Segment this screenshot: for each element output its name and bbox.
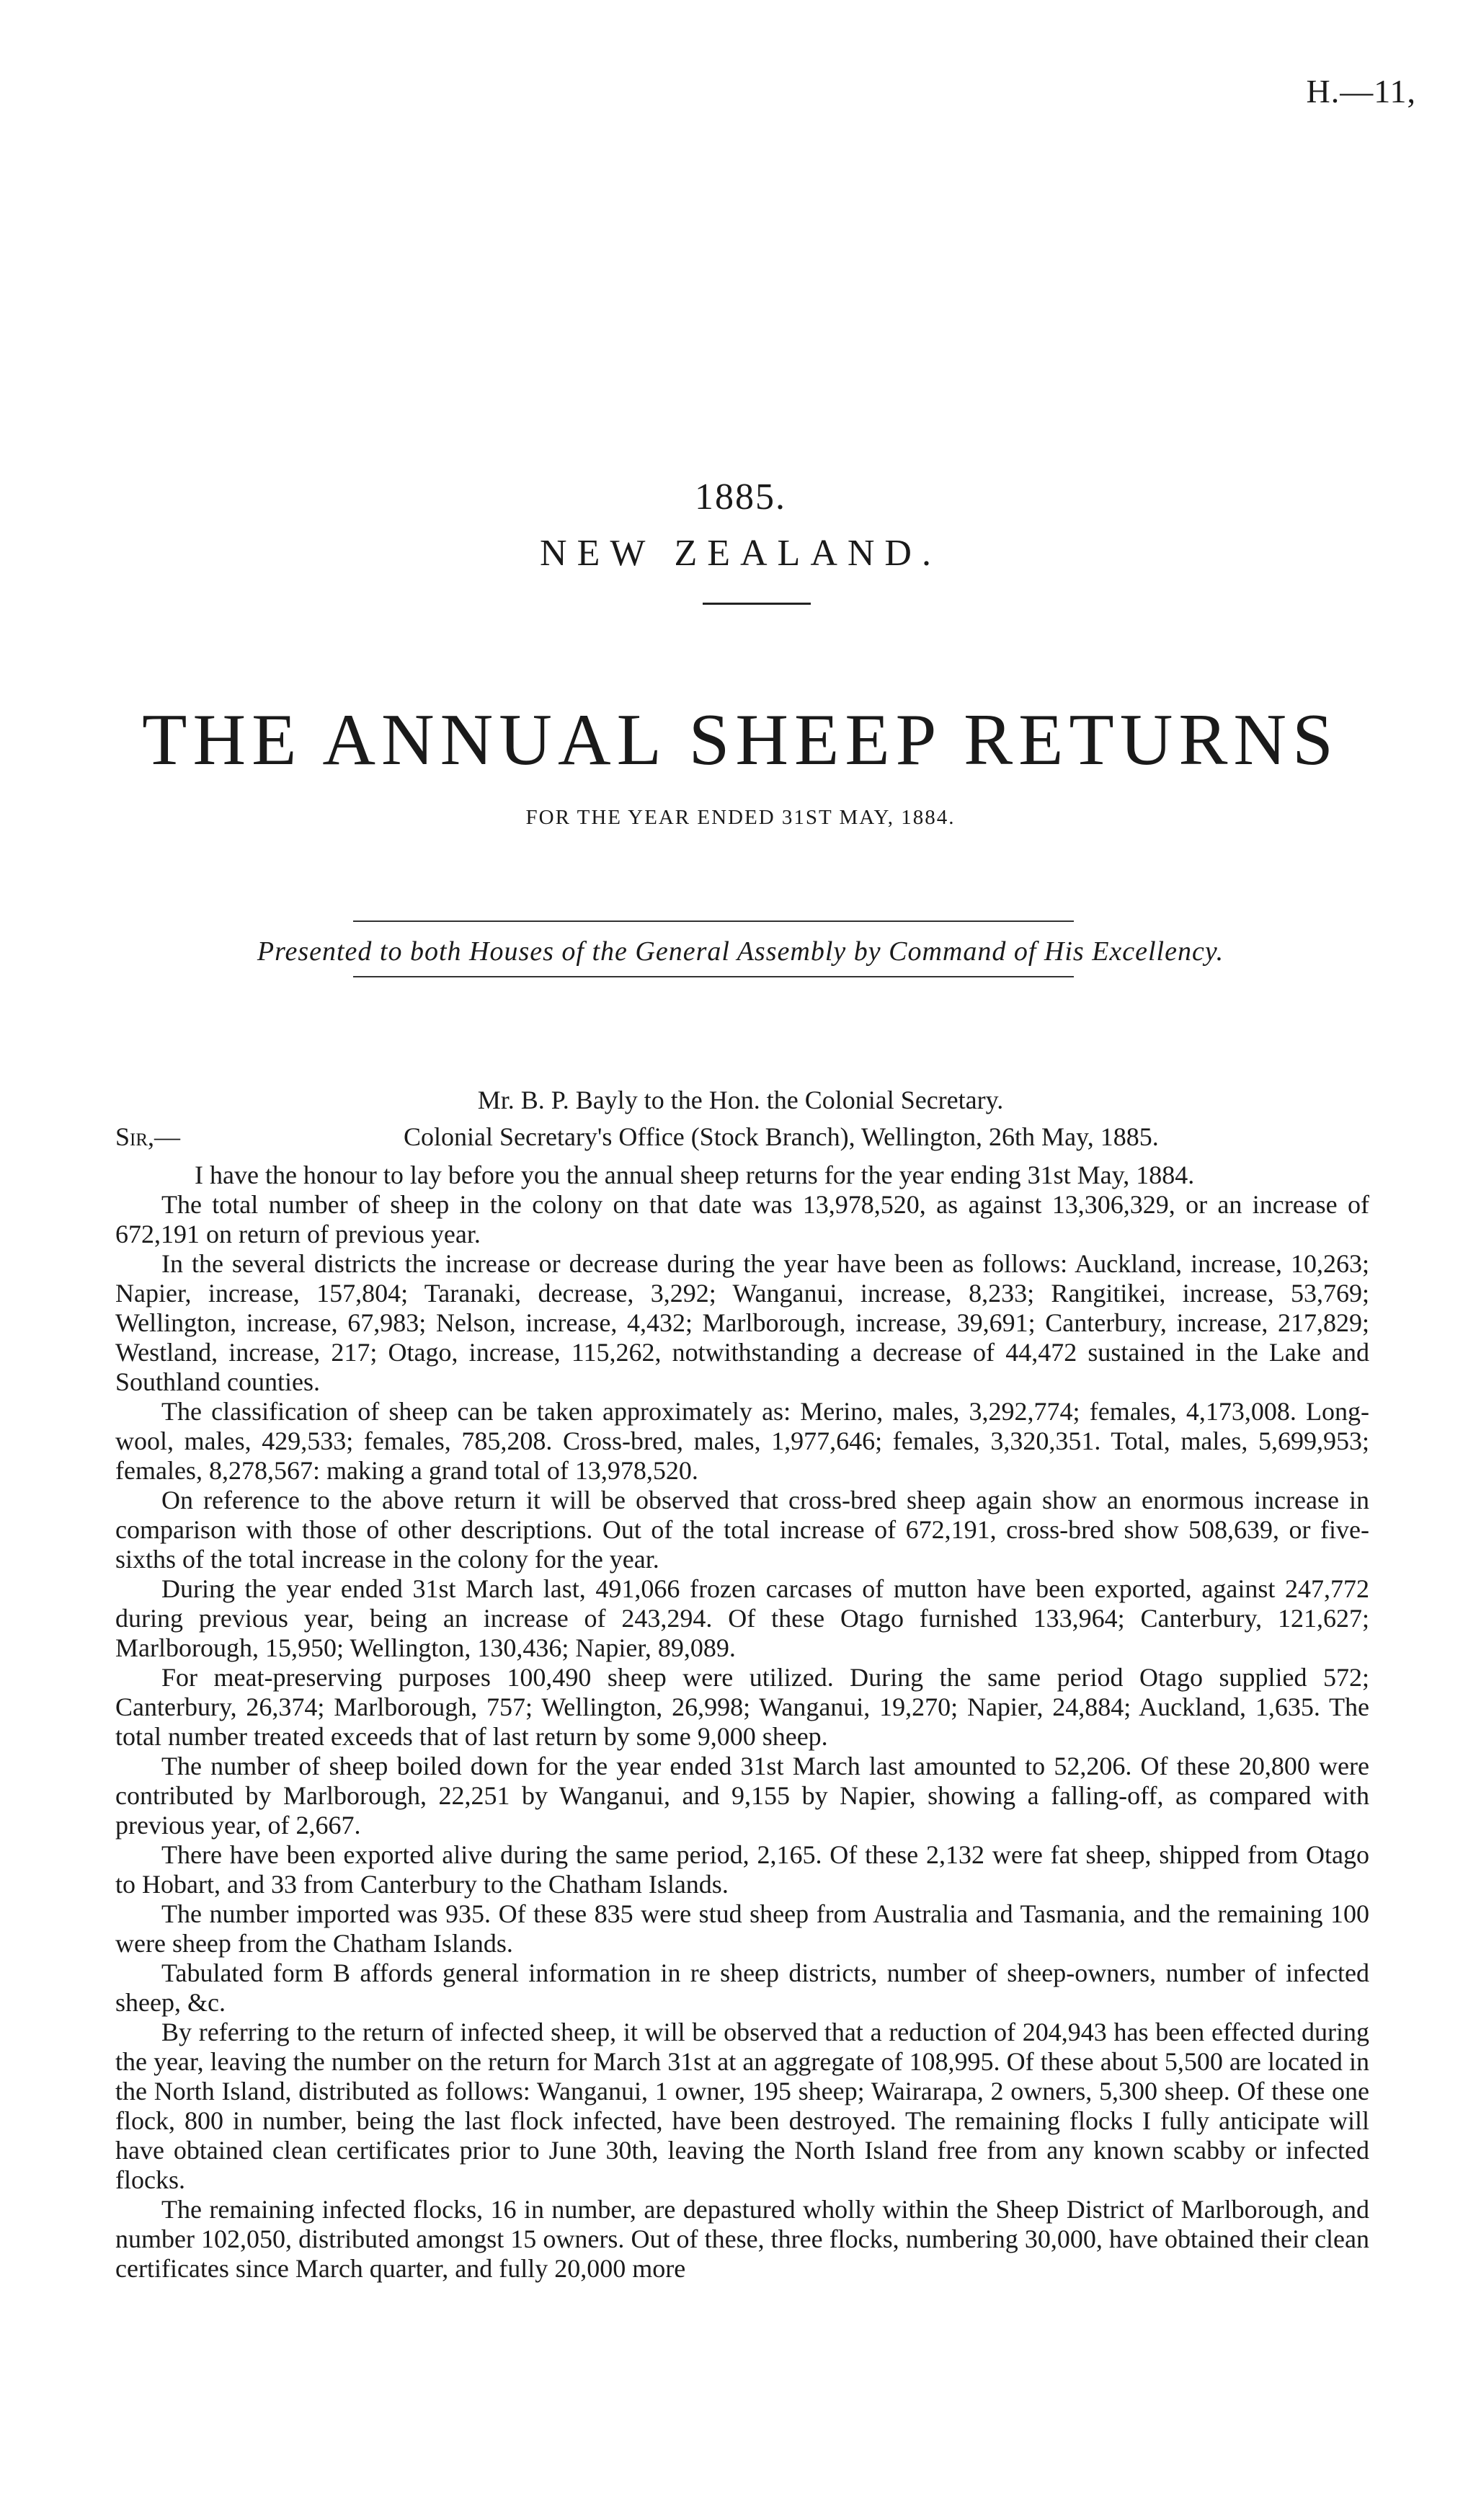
paragraph: For meat-preserving purposes 100,490 sheep were utilized. During the same period Otago supplied 572; Canterbury, 26,374; Marlborough, 757; Wellington, 26,998; Wanganui, 19,270; Napier, 24,884; Auckland, 1,635. The total number treated exceeds that of last return by some 9,000 sheep.: [115, 1663, 1369, 1751]
presented-rule-bottom: [353, 976, 1074, 977]
letter-heading: Mr. B. P. Bayly to the Hon. the Colonial Secretary.: [477, 1086, 1004, 1114]
document-subtitle: FOR THE YEAR ENDED 31ST MAY, 1884.: [525, 806, 956, 829]
paragraph: During the year ended 31st March last, 491,066 frozen carcases of mutton have been exported, against 247,772 during previous year, being an increase of 243,294. Of these Otago furnished 133,964; Canterbury, 121,627; Marlborough, 15,950; Wellington, 130,436; Napier, 89,089.: [115, 1574, 1369, 1662]
paragraph: By referring to the return of infected sheep, it will be observed that a reduction of 204,943 has been effected during the year, leaving the number on the return for March 31st at an aggregate of 108,995. Of these about 5,500 are located in the North Island, distributed as follows: Wanganui, 1 owner, 195 sheep; Wairarapa, 2 owners, 5,300 sheep. Of these one flock, 800 in number, being the last flock infected, have been destroyed. The remaining flocks I fully anticipate will have obtained clean certificates prior to June 30th, leaving the North Island free from any known scabby or infected flocks.: [115, 2018, 1369, 2194]
presented-line: Presented to both Houses of the General Assembly by Command of His Excellency.: [257, 936, 1224, 967]
paragraph: I have the honour to lay before you the annual sheep returns for the year ending 31st May, 1884.: [195, 1161, 1195, 1189]
paragraph: Tabulated form B affords general information in re sheep districts, number of sheep-owners, number of infected sheep, &c.: [115, 1958, 1369, 2017]
country-heading: NEW ZEALAND.: [540, 533, 941, 574]
paragraph: The total number of sheep in the colony on that date was 13,978,520, as against 13,306,329, or an increase of 672,191 on return of previous year.: [115, 1190, 1369, 1248]
title-divider: [703, 603, 811, 605]
letter-body: [115, 1161, 1369, 2284]
document-year: 1885.: [695, 476, 786, 518]
paragraph: The number imported was 935. Of these 835 were stud sheep from Australia and Tasmania, and the remaining 100 were sheep from the Chatham Islands.: [115, 1899, 1369, 1958]
paragraph: In the several districts the increase or decrease during the year have been as follows: Auckland, increase, 10,263; Napier, increase, 157,804; Taranaki, decrease, 3,292; Wanganui, increase, 8,233; Rangitikei, increase, 53,769; Wellington, increase, 67,983; Nelson, increase, 4,432; Marlborough, increase, 39,691; Canterbury, increase, 217,829; Westland, increase, 217; Otago, increase, 115,262, notwithstanding a decrease of 44,472 sustained in the Lake and Southland counties.: [115, 1249, 1369, 1396]
salutation: Sir,—: [115, 1122, 181, 1151]
paragraph: The remaining infected flocks, 16 in number, are depastured wholly within the Sheep District of Marlborough, and number 102,050, distributed amongst 15 owners. Out of these, three flocks, numbering 30,000, have obtained their clean certificates since March quarter, and fully 20,000 more: [115, 2195, 1369, 2283]
document-title: THE ANNUAL SHEEP RETURNS: [142, 699, 1339, 781]
paragraph: There have been exported alive during the same period, 2,165. Of these 2,132 were fat sheep, shipped from Otago to Hobart, and 33 from Canterbury to the Chatham Islands.: [115, 1840, 1369, 1899]
presented-rule-top: [353, 920, 1074, 922]
paragraph: The number of sheep boiled down for the year ended 31st March last amounted to 52,206. Of these 20,800 were contributed by Marlborough, 22,251 by Wanganui, and 9,155 by Napier, showing a falling-off, as compared with previous year, of 2,667.: [115, 1752, 1369, 1840]
page-reference: H.—11,: [1306, 73, 1416, 110]
office-and-date: Colonial Secretary's Office (Stock Branch), Wellington, 26th May, 1885.: [404, 1122, 1159, 1151]
paragraph: On reference to the above return it will be observed that cross-bred sheep again show an enormous increase in comparison with those of other descriptions. Out of the total increase of 672,191, cross-bred show 508,639, or five-sixths of the total increase in the colony for the year.: [115, 1486, 1369, 1574]
paragraph: The classification of sheep can be taken approximately as: Merino, males, 3,292,774; females, 4,173,008. Long-wool, males, 429,533; females, 785,208. Cross-bred, males, 1,977,646; females, 3,320,351. Total, males, 5,699,953; females, 8,278,567: making a grand total of 13,978,520.: [115, 1397, 1369, 1485]
